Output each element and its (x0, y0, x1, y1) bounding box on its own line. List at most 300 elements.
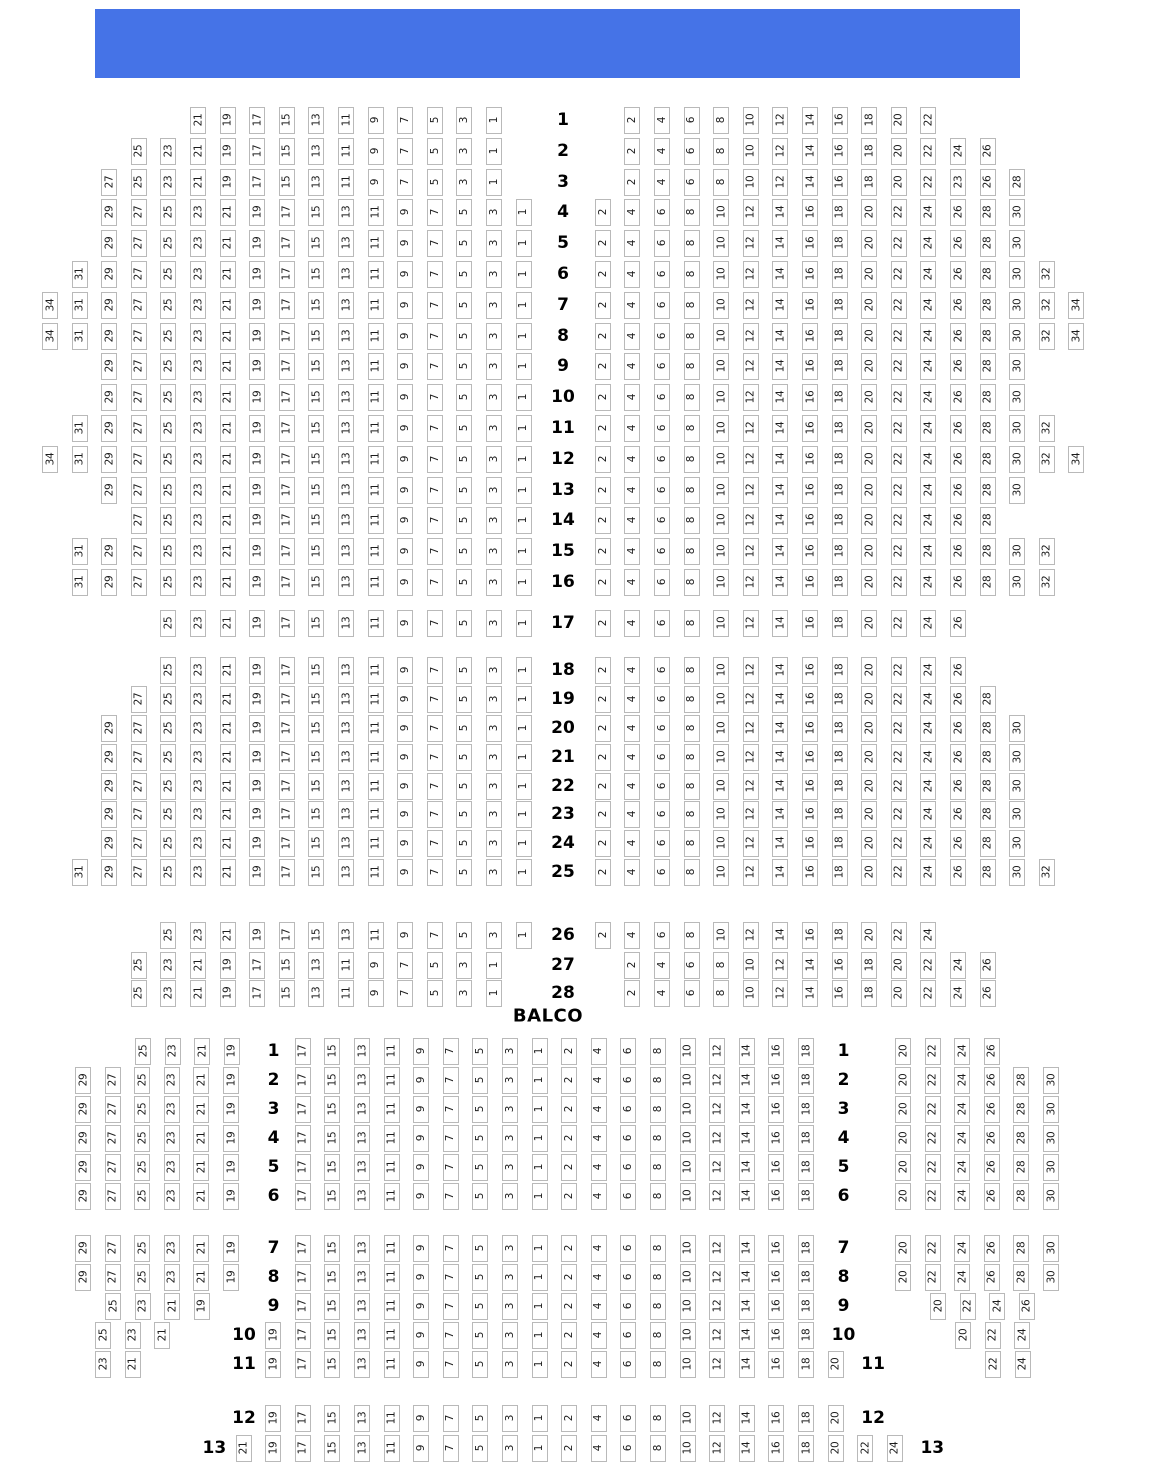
seat-box[interactable] (486, 922, 502, 949)
seat-box[interactable] (472, 1405, 488, 1432)
seat-box[interactable] (101, 477, 117, 504)
seat-box[interactable] (135, 1038, 151, 1065)
seat-box[interactable] (709, 1264, 725, 1291)
seat-box[interactable] (624, 801, 640, 828)
seat-box[interactable] (472, 1154, 488, 1181)
seat-box[interactable] (1013, 1235, 1029, 1262)
seat-box[interactable] (279, 292, 295, 319)
seat-box[interactable] (624, 922, 640, 949)
seat-box[interactable] (595, 446, 611, 473)
seat-box[interactable] (739, 1096, 755, 1123)
seat-box[interactable] (920, 261, 936, 288)
seat-box[interactable] (743, 952, 759, 979)
seat-box[interactable] (891, 569, 907, 596)
seat-box[interactable] (591, 1405, 607, 1432)
seat-box[interactable] (249, 138, 265, 165)
seat-box[interactable] (338, 507, 354, 534)
seat-box[interactable] (516, 773, 532, 800)
seat-box[interactable] (980, 980, 996, 1007)
seat-box[interactable] (194, 1038, 210, 1065)
seat-box[interactable] (324, 1038, 340, 1065)
seat-box[interactable] (861, 830, 877, 857)
seat-box[interactable] (105, 1235, 121, 1262)
seat-box[interactable] (279, 261, 295, 288)
seat-box[interactable] (190, 773, 206, 800)
seat-box[interactable] (832, 773, 848, 800)
seat-box[interactable] (472, 1067, 488, 1094)
seat-box[interactable] (279, 353, 295, 380)
seat-box[interactable] (354, 1405, 370, 1432)
seat-box[interactable] (861, 384, 877, 411)
seat-box[interactable] (950, 477, 966, 504)
seat-box[interactable] (220, 384, 236, 411)
seat-box[interactable] (798, 1067, 814, 1094)
seat-box[interactable] (624, 230, 640, 257)
seat-box[interactable] (980, 323, 996, 350)
seat-box[interactable] (1013, 1125, 1029, 1152)
seat-box[interactable] (891, 922, 907, 949)
seat-box[interactable] (131, 830, 147, 857)
seat-box[interactable] (472, 1096, 488, 1123)
seat-box[interactable] (561, 1096, 577, 1123)
seat-box[interactable] (397, 715, 413, 742)
seat-box[interactable] (980, 773, 996, 800)
seat-box[interactable] (193, 1235, 209, 1262)
seat-box[interactable] (220, 446, 236, 473)
seat-box[interactable] (620, 1264, 636, 1291)
seat-box[interactable] (456, 922, 472, 949)
seat-box[interactable] (620, 1235, 636, 1262)
seat-box[interactable] (190, 569, 206, 596)
seat-box[interactable] (397, 538, 413, 565)
seat-box[interactable] (595, 384, 611, 411)
seat-box[interactable] (308, 715, 324, 742)
seat-box[interactable] (1009, 169, 1025, 196)
seat-box[interactable] (279, 715, 295, 742)
seat-box[interactable] (561, 1435, 577, 1462)
seat-box[interactable] (486, 199, 502, 226)
seat-box[interactable] (308, 922, 324, 949)
seat-box[interactable] (772, 610, 788, 637)
seat-box[interactable] (1009, 323, 1025, 350)
seat-box[interactable] (768, 1038, 784, 1065)
seat-box[interactable] (980, 569, 996, 596)
seat-box[interactable] (486, 261, 502, 288)
seat-box[interactable] (427, 384, 443, 411)
seat-box[interactable] (1039, 323, 1055, 350)
seat-box[interactable] (861, 415, 877, 442)
seat-box[interactable] (654, 477, 670, 504)
seat-box[interactable] (595, 538, 611, 565)
seat-box[interactable] (832, 952, 848, 979)
seat-box[interactable] (532, 1351, 548, 1378)
seat-box[interactable] (220, 922, 236, 949)
seat-box[interactable] (443, 1322, 459, 1349)
seat-box[interactable] (624, 952, 640, 979)
seat-box[interactable] (861, 292, 877, 319)
seat-box[interactable] (680, 1264, 696, 1291)
seat-box[interactable] (950, 715, 966, 742)
seat-box[interactable] (680, 1351, 696, 1378)
seat-box[interactable] (680, 1235, 696, 1262)
seat-box[interactable] (502, 1405, 518, 1432)
seat-box[interactable] (595, 773, 611, 800)
seat-box[interactable] (832, 138, 848, 165)
seat-box[interactable] (354, 1183, 370, 1210)
seat-box[interactable] (654, 199, 670, 226)
seat-box[interactable] (654, 415, 670, 442)
seat-box[interactable] (249, 922, 265, 949)
seat-box[interactable] (397, 415, 413, 442)
seat-box[interactable] (620, 1183, 636, 1210)
seat-box[interactable] (980, 830, 996, 857)
seat-box[interactable] (413, 1183, 429, 1210)
seat-box[interactable] (989, 1293, 1005, 1320)
seat-box[interactable] (160, 323, 176, 350)
seat-box[interactable] (223, 1125, 239, 1152)
seat-box[interactable] (279, 744, 295, 771)
seat-box[interactable] (713, 415, 729, 442)
seat-box[interactable] (338, 353, 354, 380)
seat-box[interactable] (891, 323, 907, 350)
seat-box[interactable] (768, 1154, 784, 1181)
seat-box[interactable] (980, 230, 996, 257)
seat-box[interactable] (190, 686, 206, 713)
seat-box[interactable] (164, 1125, 180, 1152)
seat-box[interactable] (131, 538, 147, 565)
seat-box[interactable] (650, 1405, 666, 1432)
seat-box[interactable] (131, 138, 147, 165)
seat-box[interactable] (768, 1405, 784, 1432)
seat-box[interactable] (743, 384, 759, 411)
seat-box[interactable] (486, 859, 502, 886)
seat-box[interactable] (338, 922, 354, 949)
seat-box[interactable] (624, 859, 640, 886)
seat-box[interactable] (456, 980, 472, 1007)
seat-box[interactable] (354, 1067, 370, 1094)
seat-box[interactable] (950, 415, 966, 442)
seat-box[interactable] (1039, 446, 1055, 473)
seat-box[interactable] (684, 199, 700, 226)
seat-box[interactable] (984, 1038, 1000, 1065)
seat-box[interactable] (516, 686, 532, 713)
seat-box[interactable] (925, 1154, 941, 1181)
seat-box[interactable] (980, 138, 996, 165)
seat-box[interactable] (624, 830, 640, 857)
seat-box[interactable] (684, 230, 700, 257)
seat-box[interactable] (42, 292, 58, 319)
seat-box[interactable] (164, 1096, 180, 1123)
seat-box[interactable] (279, 107, 295, 134)
seat-box[interactable] (486, 292, 502, 319)
seat-box[interactable] (591, 1435, 607, 1462)
seat-box[interactable] (654, 744, 670, 771)
seat-box[interactable] (131, 415, 147, 442)
seat-box[interactable] (743, 199, 759, 226)
seat-box[interactable] (443, 1096, 459, 1123)
seat-box[interactable] (397, 107, 413, 134)
seat-box[interactable] (72, 538, 88, 565)
seat-box[interactable] (486, 415, 502, 442)
seat-box[interactable] (654, 538, 670, 565)
seat-box[interactable] (980, 446, 996, 473)
seat-box[interactable] (443, 1067, 459, 1094)
seat-box[interactable] (895, 1154, 911, 1181)
seat-box[interactable] (249, 107, 265, 134)
seat-box[interactable] (72, 859, 88, 886)
seat-box[interactable] (980, 686, 996, 713)
seat-box[interactable] (680, 1038, 696, 1065)
seat-box[interactable] (891, 715, 907, 742)
seat-box[interactable] (743, 922, 759, 949)
seat-box[interactable] (101, 199, 117, 226)
seat-box[interactable] (190, 744, 206, 771)
seat-box[interactable] (397, 507, 413, 534)
seat-box[interactable] (768, 1183, 784, 1210)
seat-box[interactable] (105, 1096, 121, 1123)
seat-box[interactable] (338, 610, 354, 637)
seat-box[interactable] (368, 477, 384, 504)
seat-box[interactable] (1009, 859, 1025, 886)
seat-box[interactable] (772, 830, 788, 857)
seat-box[interactable] (397, 952, 413, 979)
seat-box[interactable] (595, 415, 611, 442)
seat-box[interactable] (443, 1235, 459, 1262)
seat-box[interactable] (249, 859, 265, 886)
seat-box[interactable] (684, 657, 700, 684)
seat-box[interactable] (832, 323, 848, 350)
seat-box[interactable] (1009, 446, 1025, 473)
seat-box[interactable] (709, 1235, 725, 1262)
seat-box[interactable] (1039, 415, 1055, 442)
seat-box[interactable] (456, 686, 472, 713)
seat-box[interactable] (802, 138, 818, 165)
seat-box[interactable] (456, 610, 472, 637)
seat-box[interactable] (486, 477, 502, 504)
seat-box[interactable] (654, 686, 670, 713)
seat-box[interactable] (1068, 446, 1084, 473)
seat-box[interactable] (654, 569, 670, 596)
seat-box[interactable] (684, 415, 700, 442)
seat-box[interactable] (223, 1183, 239, 1210)
seat-box[interactable] (772, 107, 788, 134)
seat-box[interactable] (279, 384, 295, 411)
seat-box[interactable] (561, 1154, 577, 1181)
seat-box[interactable] (456, 323, 472, 350)
seat-box[interactable] (472, 1322, 488, 1349)
seat-box[interactable] (101, 323, 117, 350)
seat-box[interactable] (516, 801, 532, 828)
seat-box[interactable] (985, 1322, 1001, 1349)
seat-box[interactable] (684, 107, 700, 134)
seat-box[interactable] (743, 415, 759, 442)
seat-box[interactable] (220, 569, 236, 596)
seat-box[interactable] (713, 107, 729, 134)
seat-box[interactable] (456, 199, 472, 226)
seat-box[interactable] (101, 773, 117, 800)
seat-box[interactable] (308, 507, 324, 534)
seat-box[interactable] (443, 1293, 459, 1320)
seat-box[interactable] (105, 1183, 121, 1210)
seat-box[interactable] (743, 138, 759, 165)
seat-box[interactable] (950, 323, 966, 350)
seat-box[interactable] (295, 1038, 311, 1065)
seat-box[interactable] (502, 1038, 518, 1065)
seat-box[interactable] (654, 922, 670, 949)
seat-box[interactable] (684, 859, 700, 886)
seat-box[interactable] (591, 1235, 607, 1262)
seat-box[interactable] (861, 657, 877, 684)
seat-box[interactable] (472, 1038, 488, 1065)
seat-box[interactable] (954, 1067, 970, 1094)
seat-box[interactable] (591, 1322, 607, 1349)
seat-box[interactable] (768, 1293, 784, 1320)
seat-box[interactable] (486, 353, 502, 380)
seat-box[interactable] (105, 1264, 121, 1291)
seat-box[interactable] (220, 169, 236, 196)
seat-box[interactable] (650, 1154, 666, 1181)
seat-box[interactable] (338, 859, 354, 886)
seat-box[interactable] (456, 169, 472, 196)
seat-box[interactable] (713, 980, 729, 1007)
seat-box[interactable] (980, 952, 996, 979)
seat-box[interactable] (861, 507, 877, 534)
seat-box[interactable] (443, 1405, 459, 1432)
seat-box[interactable] (954, 1183, 970, 1210)
seat-box[interactable] (308, 538, 324, 565)
seat-box[interactable] (220, 715, 236, 742)
seat-box[interactable] (131, 230, 147, 257)
seat-box[interactable] (413, 1435, 429, 1462)
seat-box[interactable] (135, 1293, 151, 1320)
seat-box[interactable] (220, 830, 236, 857)
seat-box[interactable] (338, 830, 354, 857)
seat-box[interactable] (920, 773, 936, 800)
seat-box[interactable] (486, 538, 502, 565)
seat-box[interactable] (413, 1293, 429, 1320)
seat-box[interactable] (134, 1154, 150, 1181)
seat-box[interactable] (654, 801, 670, 828)
seat-box[interactable] (684, 538, 700, 565)
seat-box[interactable] (190, 477, 206, 504)
seat-box[interactable] (920, 384, 936, 411)
seat-box[interactable] (516, 715, 532, 742)
seat-box[interactable] (338, 261, 354, 288)
seat-box[interactable] (472, 1125, 488, 1152)
seat-box[interactable] (684, 507, 700, 534)
seat-box[interactable] (743, 323, 759, 350)
seat-box[interactable] (190, 715, 206, 742)
seat-box[interactable] (486, 169, 502, 196)
seat-box[interactable] (308, 107, 324, 134)
seat-box[interactable] (954, 1096, 970, 1123)
seat-box[interactable] (220, 230, 236, 257)
seat-box[interactable] (980, 199, 996, 226)
seat-box[interactable] (486, 384, 502, 411)
seat-box[interactable] (427, 169, 443, 196)
seat-box[interactable] (101, 261, 117, 288)
seat-box[interactable] (984, 1235, 1000, 1262)
seat-box[interactable] (75, 1264, 91, 1291)
seat-box[interactable] (624, 715, 640, 742)
seat-box[interactable] (985, 1351, 1001, 1378)
seat-box[interactable] (368, 507, 384, 534)
seat-box[interactable] (427, 686, 443, 713)
seat-box[interactable] (193, 1154, 209, 1181)
seat-box[interactable] (954, 1154, 970, 1181)
seat-box[interactable] (772, 859, 788, 886)
seat-box[interactable] (895, 1096, 911, 1123)
seat-box[interactable] (384, 1435, 400, 1462)
seat-box[interactable] (193, 1183, 209, 1210)
seat-box[interactable] (861, 107, 877, 134)
seat-box[interactable] (1039, 538, 1055, 565)
seat-box[interactable] (1019, 1293, 1035, 1320)
seat-box[interactable] (194, 1293, 210, 1320)
seat-box[interactable] (427, 538, 443, 565)
seat-box[interactable] (984, 1067, 1000, 1094)
seat-box[interactable] (427, 138, 443, 165)
seat-box[interactable] (802, 744, 818, 771)
seat-box[interactable] (427, 801, 443, 828)
seat-box[interactable] (249, 569, 265, 596)
seat-box[interactable] (324, 1351, 340, 1378)
seat-box[interactable] (891, 477, 907, 504)
seat-box[interactable] (920, 657, 936, 684)
seat-box[interactable] (561, 1264, 577, 1291)
seat-box[interactable] (125, 1351, 141, 1378)
seat-box[interactable] (561, 1067, 577, 1094)
seat-box[interactable] (456, 952, 472, 979)
seat-box[interactable] (980, 353, 996, 380)
seat-box[interactable] (624, 569, 640, 596)
seat-box[interactable] (75, 1154, 91, 1181)
seat-box[interactable] (798, 1096, 814, 1123)
seat-box[interactable] (308, 446, 324, 473)
seat-box[interactable] (713, 859, 729, 886)
seat-box[interactable] (713, 657, 729, 684)
seat-box[interactable] (595, 744, 611, 771)
seat-box[interactable] (891, 657, 907, 684)
seat-box[interactable] (75, 1067, 91, 1094)
seat-box[interactable] (591, 1038, 607, 1065)
seat-box[interactable] (960, 1293, 976, 1320)
seat-box[interactable] (861, 773, 877, 800)
seat-box[interactable] (743, 261, 759, 288)
seat-box[interactable] (650, 1293, 666, 1320)
seat-box[interactable] (131, 199, 147, 226)
seat-box[interactable] (984, 1125, 1000, 1152)
seat-box[interactable] (295, 1183, 311, 1210)
seat-box[interactable] (368, 261, 384, 288)
seat-box[interactable] (236, 1435, 252, 1462)
seat-box[interactable] (397, 292, 413, 319)
seat-box[interactable] (249, 230, 265, 257)
seat-box[interactable] (680, 1125, 696, 1152)
seat-box[interactable] (680, 1154, 696, 1181)
seat-box[interactable] (368, 353, 384, 380)
seat-box[interactable] (650, 1351, 666, 1378)
seat-box[interactable] (516, 538, 532, 565)
seat-box[interactable] (154, 1322, 170, 1349)
seat-box[interactable] (950, 744, 966, 771)
seat-box[interactable] (223, 1067, 239, 1094)
seat-box[interactable] (164, 1235, 180, 1262)
seat-box[interactable] (654, 859, 670, 886)
seat-box[interactable] (279, 199, 295, 226)
seat-box[interactable] (502, 1235, 518, 1262)
seat-box[interactable] (397, 353, 413, 380)
